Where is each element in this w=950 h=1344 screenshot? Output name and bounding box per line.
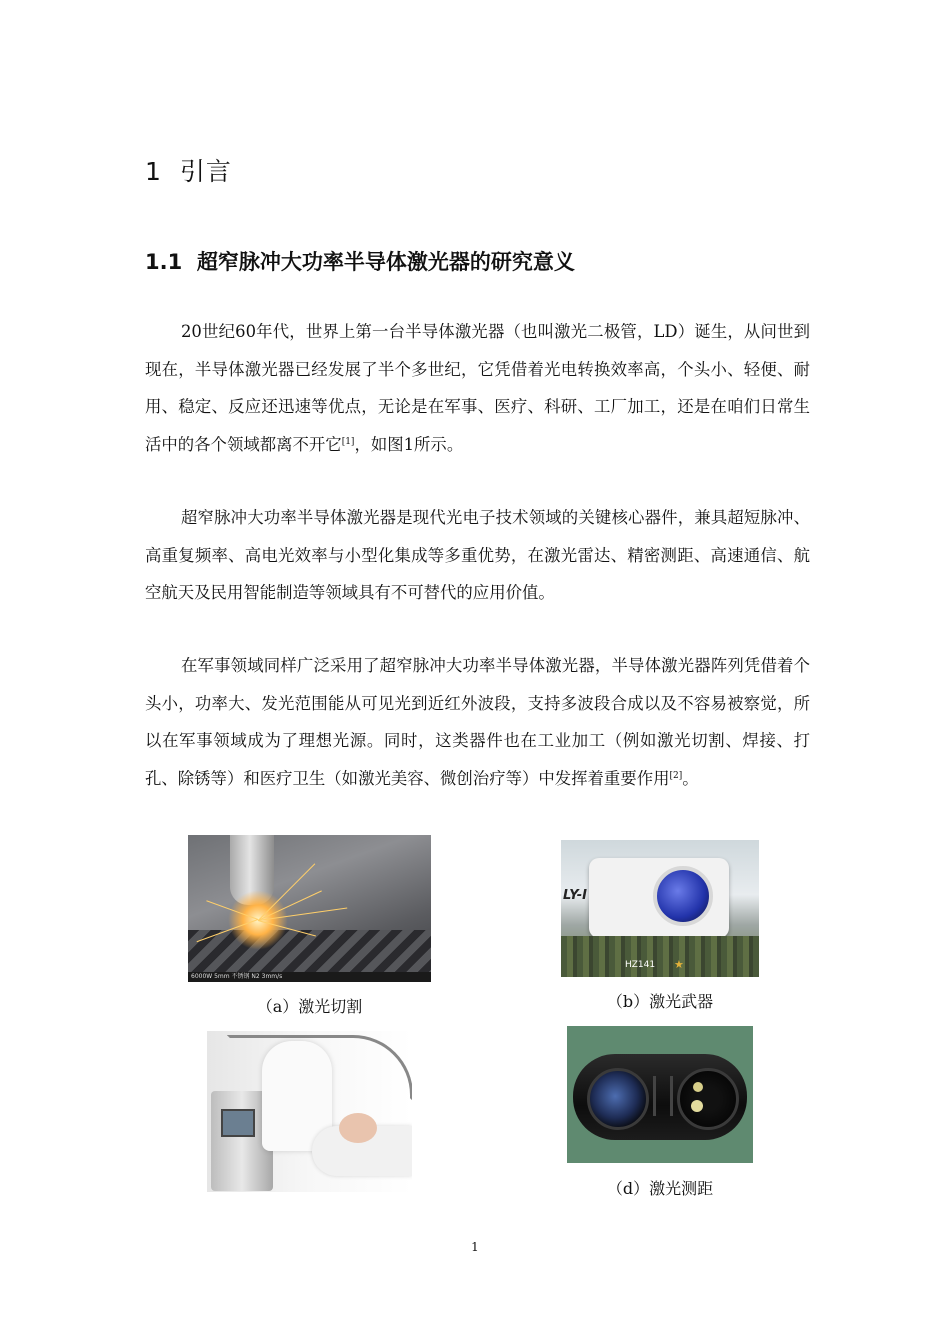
emitter-lens-graphic xyxy=(677,1068,739,1130)
paragraph-1-tail: ，如图1所示。 xyxy=(354,434,464,454)
chapter-heading xyxy=(145,152,232,188)
paragraph-2-text: 超窄脉冲大功率半导体激光器是现代光电子技术领域的关键核心器件，兼具超短脉冲、高重复频率、高电光效率与小型化集成等多重优势，在激光雷达、精密测距、高速通信、航空航天及民用智能制造等领域具有不可替代的应用价值。 xyxy=(145,508,810,602)
figure-laser-rangefinder xyxy=(567,1026,753,1163)
section-number: 1.1 xyxy=(145,250,183,274)
section-title: 超窄脉冲大功率半导体激光器的研究意义 xyxy=(196,250,575,274)
figure-laser-weapon xyxy=(561,840,759,977)
turret-lens-graphic xyxy=(653,866,713,926)
chapter-title: 引言 xyxy=(179,157,232,186)
paragraph-3 xyxy=(145,647,810,797)
caption-a: （a）激光切割 xyxy=(256,997,363,1016)
page-number: 1 xyxy=(471,1240,479,1254)
section-heading xyxy=(145,246,575,276)
photo-overlay-text: 6000W 5mm 不锈钢 N2 3mm/s xyxy=(188,972,431,982)
citation-ref-2[interactable]: [2] xyxy=(669,770,683,781)
chapter-number: 1 xyxy=(145,157,162,186)
paragraph-3-tail: 。 xyxy=(682,768,699,788)
caption-d: （d）激光测距 xyxy=(606,1179,714,1198)
figure-laser-cutting xyxy=(188,835,431,982)
vehicle-plate-text: HZ141 xyxy=(625,960,656,970)
paragraph-1-text: 20世纪60年代，世界上第一台半导体激光器（也叫激光二极管，LD）诞生，从问世到现在，半导体激光器已经发展了半个多世纪，它凭借着光电转换效率高，个头小、轻便、耐用、稳定、反应还迅速等优点，无论是在军事、医疗、科研、工厂加工，还是在咱们日常生活中的各个领域都离不开它 xyxy=(145,322,810,454)
receiver-lens-graphic xyxy=(587,1068,649,1130)
machine-screen-graphic xyxy=(221,1109,255,1137)
citation-ref-1[interactable]: [1] xyxy=(341,436,355,447)
paragraph-1 xyxy=(145,313,810,463)
caption-b: （b）激光武器 xyxy=(606,992,714,1011)
emitter-dot-graphic xyxy=(693,1082,703,1092)
figure-medical-laser xyxy=(207,1031,412,1192)
turret-label: LY-I xyxy=(563,888,587,903)
patient-face-graphic xyxy=(339,1113,377,1143)
paragraph-3-text: 在军事领域同样广泛采用了超窄脉冲大功率半导体激光器，半导体激光器阵列凭借着个头小，功率大、发光范围能从可见光到近红外波段，支持多波段合成以及不容易被察觉，所以在军事领域成为了理想光源。同时，这类器件也在工业加工（例如激光切割、焊接、打孔、除锈等）和医疗卫生（如激光美容、微创治疗等）中发挥着重要作用 xyxy=(145,656,810,788)
logo-mark-graphic xyxy=(653,1076,673,1116)
vehicle-base-graphic xyxy=(561,936,759,977)
paragraph-2 xyxy=(145,499,810,612)
emitter-dot-graphic xyxy=(691,1100,703,1112)
star-icon: ★ xyxy=(674,958,684,971)
